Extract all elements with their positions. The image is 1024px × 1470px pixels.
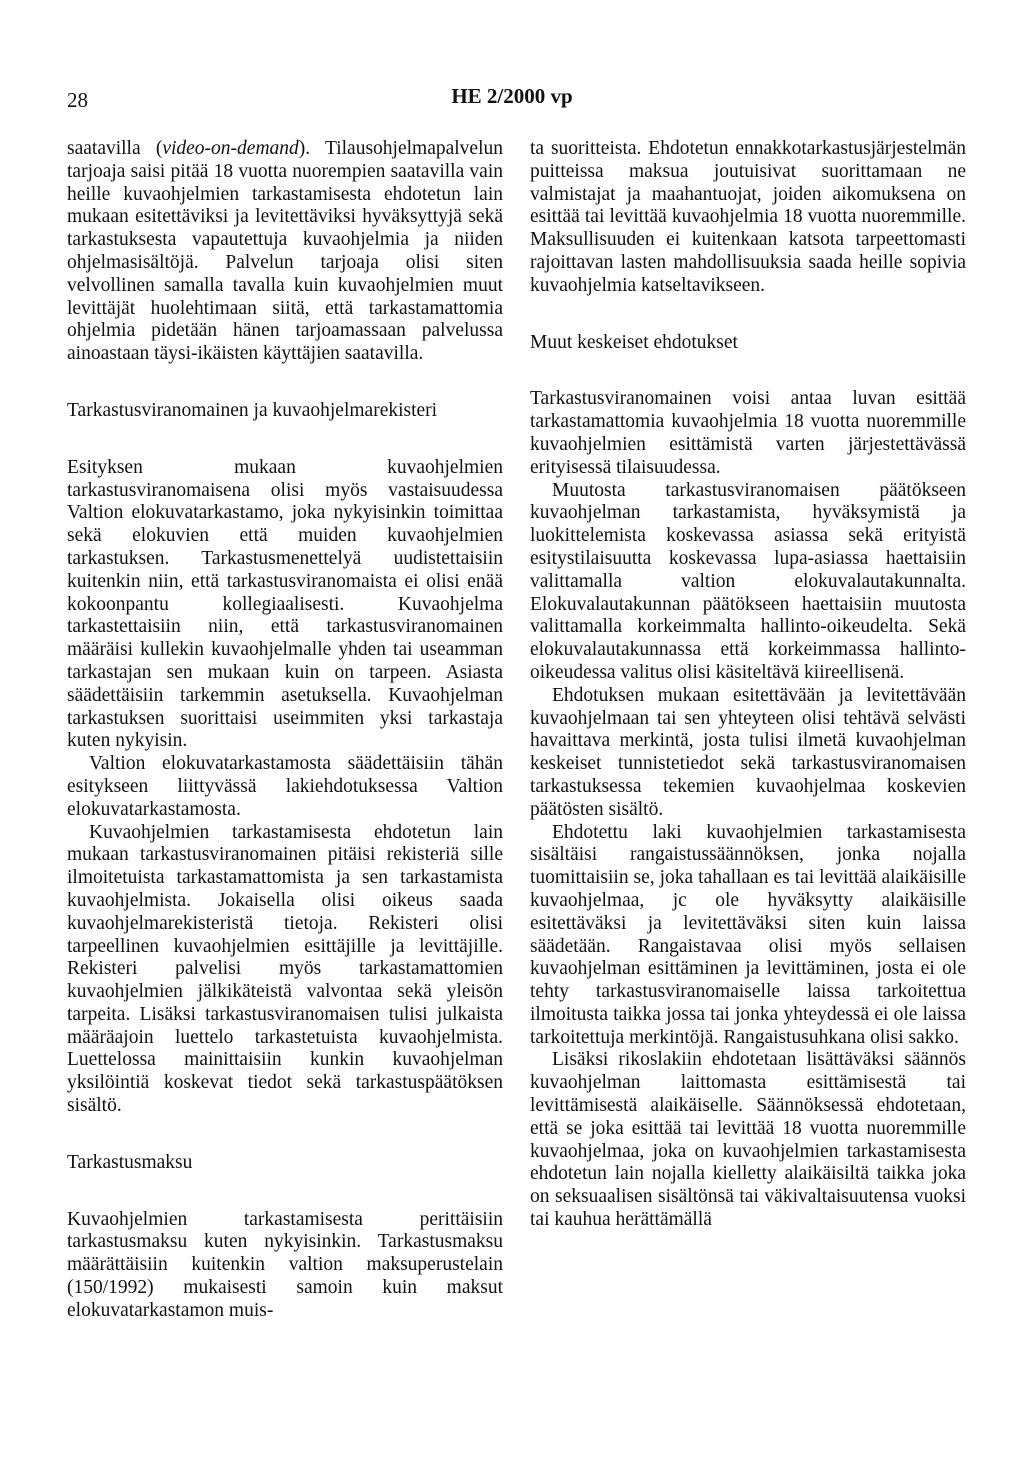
paragraph-text: saatavilla ( [67, 138, 163, 159]
section-heading: Muut keskeiset ehdotukset [530, 331, 738, 353]
paragraph: Tarkastusviranomainen voisi antaa luvan esittää tarkastamattomia kuvaohjelmia 18 vuotta nuoremmille kuvaohjelmien esittämistä varten järjestettävässä erityisessä tilaisuudessa. [530, 388, 966, 478]
paragraph: Lisäksi rikoslakiin ehdotetaan lisättäväksi säännös kuvaohjelman laittomasta esittämisestä tai levittämisestä alaikäiselle. Säännöksessä ehdotetaan, että se joka esittää tai levittää 18 vuotta nuoremmille kuvaohjelmaa, joka on kuvaohjelmien tarkastamisesta ehdotetun lain nojalla kielletty alaikäisiltä taikka joka on seksuaalisen sisältönsä tai väkivaltaisuutensa vuoksi tai kauhua herättämällä [530, 1049, 966, 1231]
paragraph-text: ). Tilausohjelmapalvelun tarjoaja saisi pitää 18 vuotta nuorempien saatavilla vain heille kuvaohjelmien tarkastamisesta ehdotetun lain mukaan esitettäviksi ja levitettäviksi hyväksyttyjä sekä tarkastuksesta vapautettuja kuvaohjelmia ja niiden ohjelmasisältöjä. Palvelun tarjoaja olisi siten velvollinen samalla tavalla kuin kuvaohjelmien muut levittäjät huolehtimaan siitä, että tarkastamattomia ohjelmia pidetään hänen tarjoamassaan palvelussa ainoastaan täysi-ikäisten käyttäjien saatavilla. [67, 138, 504, 365]
paragraph: ta suoritteista. Ehdotetun ennakkotarkastusjärjestelmän puitteissa maksua joutuisivat suorittamaan ne valmistajat ja maahantuojat, joiden aikomuksena on esittää tai levittää kuvaohjelmia 18 vuotta nuoremmille. Maksullisuuden ei kuitenkaan katsota tarpeettomasti rajoittavan lasten mahdollisuuksia saada heille sopivia kuvaohjelmia katseltavikseen. [530, 138, 966, 296]
paragraph: Ehdotettu laki kuvaohjelmien tarkastamisesta sisältäisi rangaistussäännöksen, jonka nojalla tuomittaisiin se, joka tahallaan es tai levittää alaikäisille kuvaohjelmaa, jc ole hyväksytty alaikäisille esitettäväksi ja levitettäväksi siten kuin laissa säädetään. Rangaistavaa olisi myös sellaisen kuvaohjelman esittäminen ja levittäminen, josta ei ole tehty tarkastusviranomaiselle laissa tarkoitettua ilmoitusta taikka jossa tai jonka yhteydessä ei ole laissa tarkoitettuja merkintöjä. Rangaistusuhkana olisi sakko. [530, 821, 966, 1048]
paragraph: Valtion elokuvatarkastamosta säädettäisiin tähän esitykseen liittyvässä lakiehdotuksessa Valtion elokuvatarkastamosta. [67, 753, 503, 820]
running-title: HE 2/2000 vp [451, 84, 573, 108]
paragraph: Esityksen mukaan kuvaohjelmien tarkastusviranomaisena olisi myös vastaisuudessa Valtion elokuvatarkastamo, joka nykyisinkin toimittaa sekä elokuvien että muiden kuvaohjelmien tarkastuksen. Tarkastusmenettelyä uudistettaisiin kuitenkin niin, että tarkastusviranomaista ei olisi enää kokoonpantu kollegiaalisesti. Kuvaohjelma tarkastettaisiin niin, että tarkastusviranomainen määräisi kullekin kuvaohjelmalle yhden tai useamman tarkastajan sen mukaan kuin on tarpeen. Asiasta säädettäisiin tarkemmin asetuksella. Kuvaohjelman tarkastuksen suorittaisi useimmiten yksi tarkastaja kuten nykyisin. [67, 456, 503, 752]
left-column [67, 138, 503, 1323]
paragraph [67, 138, 503, 366]
section-heading: Tarkastusviranomainen ja kuvaohjelmarekisteri [67, 399, 438, 421]
paragraph: Muutosta tarkastusviranomaisen päätökseen kuvaohjelman tarkastamista, hyväksymistä ja luokittelemista koskevassa asiassa sekä erityistä esitystilaisuutta koskevassa lupa-asiassa haettaisiin valittamalla valtion elokuvalautakunnalta. Elokuvalautakunnan päätökseen haettaisiin muutosta valittamalla korkeimmalta hallinto-oikeudelta. Sekä elokuvalautakunnassa että korkeimmassa hallinto-oikeudessa valitus olisi käsiteltävä kiireellisenä. [530, 479, 966, 683]
page-number: 28 [67, 88, 88, 112]
paragraph: Kuvaohjelmien tarkastamisesta ehdotetun lain mukaan tarkastusviranomainen pitäisi rekisteriä sille ilmoitetuista tarkastamattomista ja sen tarkastamista kuvaohjelmista. Jokaisella olisi oikeus saada kuvaohjelmarekisteristä tietoja. Rekisteri olisi tarpeellinen kuvaohjelmien esittäjille ja levittäjille. Rekisteri palvelisi myös tarkastamattomien kuvaohjelmien jälkikäteistä valvontaa sekä yleisön tarpeita. Lisäksi tarkastusviranomaisen tulisi julkaista määräajoin luettelo tarkastetuista kuvaohjelmista. Luettelossa mainittaisiin kunkin kuvaohjelman yksilöintiä koskevat tiedot sekä tarkastuspäätöksen sisältö. [67, 821, 503, 1117]
section-heading: Tarkastusmaksu [67, 1151, 193, 1173]
paragraph: Ehdotuksen mukaan esitettävään ja levitettävään kuvaohjelmaan tai sen yhteyteen olisi tehtävä selvästi havaittava merkintä, josta tulisi ilmetä kuvaohjelman keskeiset tunnistetiedot sekä tarkastusviranomaisen tarkastuksessa tekemien kuvaohjelmaa koskevien päätösten sisältö. [530, 684, 966, 820]
right-column [530, 138, 966, 1232]
italic-term: video-on-demand [162, 138, 299, 159]
paragraph: Kuvaohjelmien tarkastamisesta perittäisiin tarkastusmaksu kuten nykyisinkin. Tarkastusmaksu määrättäisiin kuitenkin valtion maksuperustelain (150/1992) mukaisesti samoin kuin maksut elokuvatarkastamon muis- [67, 1208, 503, 1321]
